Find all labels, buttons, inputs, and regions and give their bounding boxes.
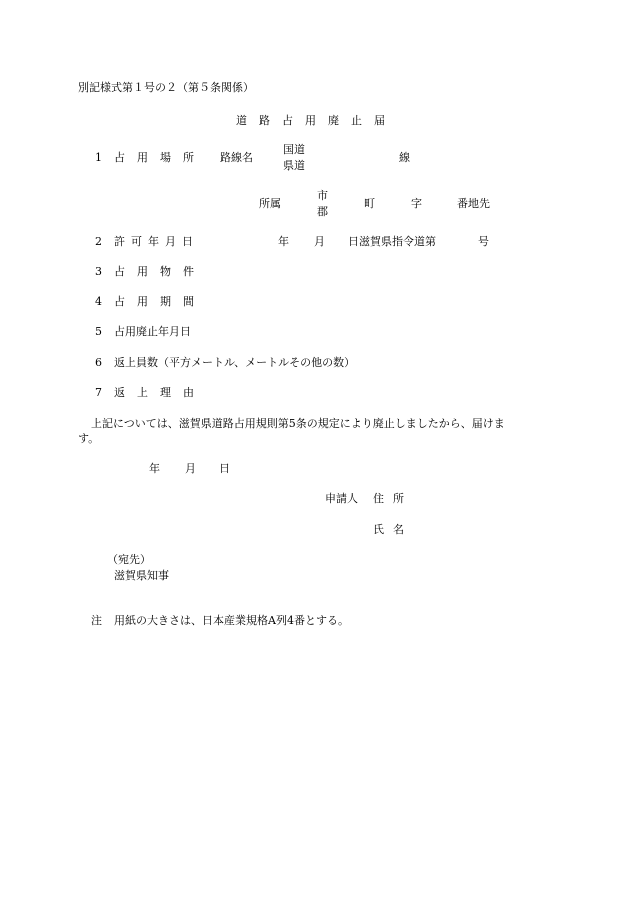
item-7-label: 返上理由 [114, 386, 206, 399]
machi-label: 町 [364, 197, 375, 210]
shozoku-label: 所属 [259, 197, 281, 210]
banchisaki-label: 番地先 [457, 197, 490, 210]
note-label: 注 [91, 614, 102, 627]
note-text: 用紙の大きさは、日本産業規格A列4番とする。 [114, 614, 349, 627]
item-2-label: 許可年月日 [114, 235, 199, 248]
item-6-number: 6 [95, 356, 102, 369]
kokudo-label: 国道 [283, 143, 305, 156]
date-day-label: 日 [219, 462, 230, 475]
item-7-number: 7 [95, 386, 102, 399]
name-label: 氏名 [373, 523, 413, 536]
body-text-line-1: 上記については、滋賀県道路占用規則第5条の規定により廃止しましたから、届けま [91, 417, 505, 430]
shi-label: 市 [317, 189, 328, 202]
sen-label: 線 [399, 151, 410, 164]
date-month-label: 月 [185, 462, 196, 475]
body-text-line-2: す。 [78, 432, 100, 445]
applicant-label: 申請人 [325, 492, 358, 505]
item-3-label: 占用物件 [114, 265, 206, 278]
item-1-number: 1 [95, 151, 102, 164]
item-2-number: 2 [95, 235, 102, 248]
gou-label: 号 [478, 235, 489, 248]
permit-day-designation-label: 日滋賀県指令道第 [348, 235, 436, 248]
aza-label: 字 [411, 197, 422, 210]
date-year-label: 年 [149, 462, 160, 475]
item-6-label: 返上員数（平方メートル、メートルその他の数） [114, 356, 356, 369]
addressee-label: （宛先） [107, 553, 151, 566]
address-label: 住所 [373, 492, 413, 505]
item-5-number: 5 [95, 325, 102, 338]
item-4-number: 4 [95, 295, 102, 308]
form-identifier: 別記様式第１号の２（第５条関係） [78, 81, 254, 94]
item-5-label: 占用廃止年月日 [114, 325, 191, 338]
gun-label: 郡 [317, 205, 328, 218]
route-name-label: 路線名 [220, 151, 253, 164]
permit-year-label: 年 [278, 235, 289, 248]
addressee-name: 滋賀県知事 [114, 569, 169, 582]
item-3-number: 3 [95, 265, 102, 278]
document-title: 道路占用廃止届 [236, 114, 397, 127]
kendo-label: 県道 [283, 159, 305, 172]
permit-month-label: 月 [314, 235, 325, 248]
item-4-label: 占用期間 [114, 295, 206, 308]
item-1-label: 占用場所 [114, 151, 206, 164]
